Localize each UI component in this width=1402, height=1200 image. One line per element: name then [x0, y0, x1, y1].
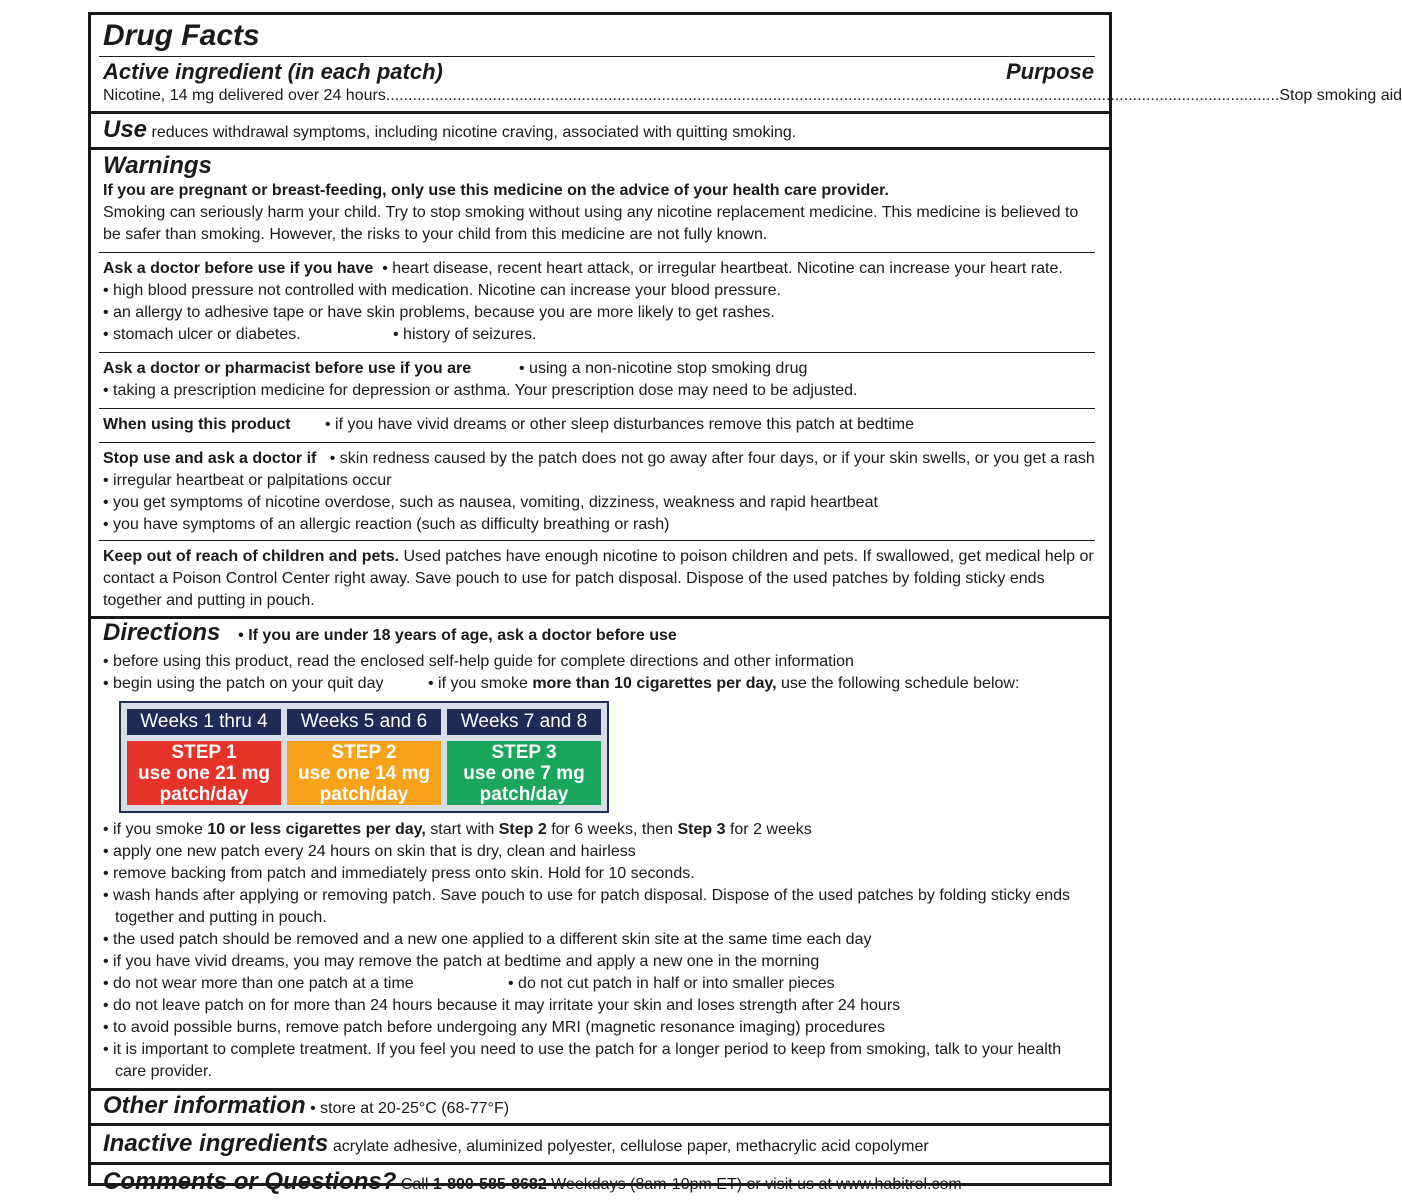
list-item: • if you have vivid dreams, you may remove the patch at bedtime and apply a new one in the morning	[103, 951, 1094, 973]
weeks-header: Weeks 5 and 6	[287, 709, 441, 735]
weeks-header: Weeks 7 and 8	[447, 709, 601, 735]
list-item: • before using this product, read the enclosed self-help guide for complete directions and other information	[103, 651, 1094, 673]
stop-use-section	[91, 448, 1109, 536]
use-heading: Use	[103, 116, 148, 143]
keep-out-text: Used patches have enough nicotine to poison children and pets. If swallowed, get medical help or contact a Poison Control Center right away. Save pouch to use for patch disposal. Dispose of the used patches by folding sticky ends together and putting in pouch.	[103, 548, 1094, 609]
use-text: reduces withdrawal symptoms, including nicotine craving, associated with quitting smoking.	[151, 124, 797, 141]
list-item: • stomach ulcer or diabetes.	[103, 324, 393, 346]
list-item: • skin redness caused by the patch does not go away after four days, or if your skin swells, or you get a rash	[330, 450, 1095, 467]
list-item: • the used patch should be removed and a new one applied to a different skin site at the same time each day	[103, 929, 1094, 951]
drug-facts-title: Drug Facts	[103, 19, 260, 52]
pregnancy-text: Smoking can seriously harm your child. Try to stop smoking without using any nicotine replacement medicine. This medicine is believed to be safer than smoking. However, the risks to your child from this medicine are not fully known.	[103, 204, 1079, 243]
comments-section	[91, 1165, 1109, 1196]
step-unit: patch/day	[319, 783, 409, 805]
list-item: • apply one new patch every 24 hours on skin that is dry, clean and hairless	[103, 841, 1094, 863]
list-item: • you get symptoms of nicotine overdose, such as nausea, vomiting, dizziness, weakness and rapid heartbeat	[103, 492, 1094, 514]
drug-facts-panel	[88, 12, 1402, 1195]
stop-use-label: Stop use and ask a doctor if	[103, 450, 317, 467]
ask-pharmacist-label: Ask a doctor or pharmacist before use if you are	[103, 360, 472, 377]
list-item: • wash hands after applying or removing patch. Save pouch to use for patch disposal. Dispose of the used patches by folding sticky ends together and putting in pouch.	[103, 885, 1094, 929]
list-item: • history of seizures.	[393, 326, 536, 343]
under-18-warning: • If you are under 18 years of age, ask a doctor before use	[238, 627, 677, 644]
comments-heading: Comments or Questions?	[103, 1168, 397, 1195]
directions-section	[91, 619, 1109, 1083]
keep-out-label: Keep out of reach of children and pets.	[103, 548, 400, 565]
ingredient-purpose: Stop smoking aid	[1279, 87, 1402, 104]
list-item: • if you have vivid dreams or other sleep disturbances remove this patch at bedtime	[325, 416, 914, 433]
other-info-section	[91, 1091, 1109, 1123]
ingredient-text: Nicotine, 14 mg delivered over 24 hours	[103, 87, 386, 104]
when-using-label: When using this product	[103, 416, 291, 433]
list-item: • remove backing from patch and immediately press onto skin. Hold for 10 seconds.	[103, 863, 1094, 885]
comments-call: Call	[400, 1176, 429, 1193]
active-ingredient-heading: Active ingredient (in each patch)	[103, 59, 443, 84]
other-info-heading: Other information	[103, 1092, 306, 1119]
smoke-schedule-text: use the following schedule below:	[781, 675, 1020, 692]
list-item: • begin using the patch on your quit day	[103, 673, 428, 695]
step-unit: patch/day	[159, 783, 249, 805]
ask-pharmacist-section	[91, 358, 1109, 402]
directions-heading: Directions	[103, 619, 221, 646]
step-cell	[127, 741, 281, 805]
list-item: • do not leave patch on for more than 24 hours because it may irritate your skin and loses strength after 24 hours	[103, 995, 1094, 1017]
ask-doctor-label: Ask a doctor before use if you have	[103, 260, 374, 277]
list-item: • high blood pressure not controlled with medication. Nicotine can increase your blood pressure.	[103, 280, 1094, 302]
comments-text: Weekdays (8am-10pm ET) or visit us at www.habitrol.com	[551, 1176, 962, 1193]
smoke-amount: more than 10 cigarettes per day,	[532, 675, 777, 692]
warnings-heading: Warnings	[103, 152, 212, 179]
list-item: • taking a prescription medicine for depression or asthma. Your prescription dose may need to be adjusted.	[103, 380, 1094, 402]
purpose-heading: Purpose	[1005, 59, 1094, 84]
inactive-text: acrylate adhesive, aluminized polyester, cellulose paper, methacrylic acid copolymer	[332, 1138, 929, 1155]
weeks-header: Weeks 1 thru 4	[127, 709, 281, 735]
keep-out-section	[91, 546, 1109, 612]
less-step3: Step 3	[677, 821, 726, 838]
list-item: • do not wear more than one patch at a time	[103, 973, 508, 995]
ask-doctor-first: • heart disease, recent heart attack, or irregular heartbeat. Nicotine can increase your heart rate.	[382, 260, 1063, 277]
step-dose: use one 7 mg	[463, 762, 585, 784]
inactive-heading: Inactive ingredients	[103, 1130, 329, 1157]
less-step2: Step 2	[498, 821, 547, 838]
list-item	[103, 819, 1094, 841]
dosing-schedule-table	[119, 701, 609, 813]
step-label: STEP 3	[491, 741, 557, 763]
list-item: • do not cut patch in half or into smaller pieces	[508, 975, 835, 992]
list-item: • you have symptoms of an allergic reaction (such as difficulty breathing or rash)	[103, 514, 1094, 536]
step-dose: use one 21 mg	[138, 762, 270, 784]
other-info-text: • store at 20-25°C (68-77°F)	[310, 1100, 509, 1117]
dot-leader: .........................................................................................................................................................................................................	[385, 87, 1280, 104]
phone-number: 1-800-585-8682	[432, 1176, 547, 1193]
list-item: • if you smoke	[428, 675, 528, 692]
inactive-section	[91, 1126, 1109, 1162]
less-mid: start with	[430, 821, 495, 838]
step-unit: patch/day	[479, 783, 569, 805]
less-bold: 10 or less cigarettes per day,	[207, 821, 426, 838]
when-using-section	[91, 414, 1109, 436]
step-label: STEP 2	[331, 741, 397, 763]
less-post: for 2 weeks	[729, 821, 812, 838]
step-cell	[287, 741, 441, 805]
list-item: • using a non-nicotine stop smoking drug	[519, 360, 807, 377]
step-label: STEP 1	[171, 741, 237, 763]
list-item: • irregular heartbeat or palpitations occur	[103, 470, 1094, 492]
less-mid2: for 6 weeks, then	[551, 821, 674, 838]
pregnancy-warning: If you are pregnant or breast-feeding, only use this medicine on the advice of your health care provider.	[103, 182, 889, 199]
list-item: • to avoid possible burns, remove patch before undergoing any MRI (magnetic resonance imaging) procedures	[103, 1017, 1094, 1039]
ask-doctor-section	[91, 258, 1109, 346]
list-item: • it is important to complete treatment. If you feel you need to use the patch for a longer period to keep from smoking, talk to your health care provider.	[103, 1039, 1094, 1083]
less-pre: if you smoke	[113, 821, 203, 838]
step-dose: use one 14 mg	[298, 762, 430, 784]
list-item: • an allergy to adhesive tape or have skin problems, because you are more likely to get rashes.	[103, 302, 1094, 324]
step-cell	[447, 741, 601, 805]
